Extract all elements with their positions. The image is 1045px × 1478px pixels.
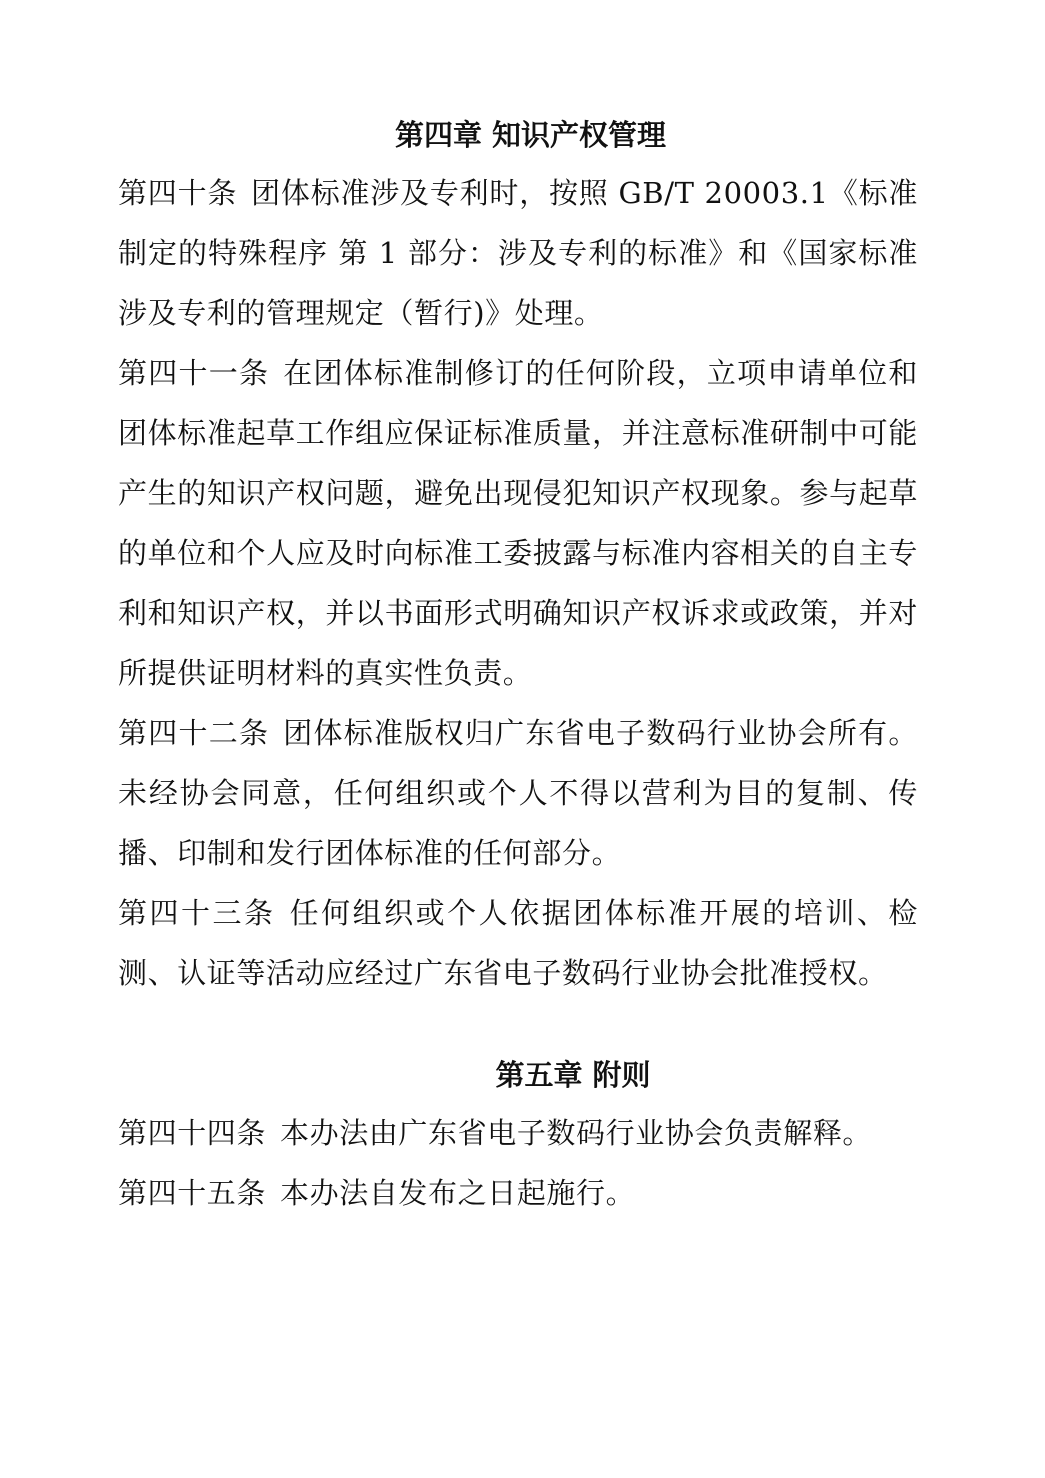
article-44 [118,1103,918,1163]
article-text: 任何组织或个人依据团体标准开展的培训、检测、认证等活动应经过广东省电子数码行业协会批准授权。 [118,896,918,990]
document-body [118,108,918,1223]
chapter-4-title: 第四章 知识产权管理 [394,118,667,152]
article-number: 第四十二条 [118,716,270,750]
article-number: 第四十一条 [118,356,270,390]
article-text: 团体标准版权归广东省电子数码行业协会所有。未经协会同意，任何组织或个人不得以营利为目的复制、传播、印制和发行团体标准的任何部分。 [118,716,918,870]
article-42 [118,703,918,883]
article-number: 第四十条 [118,176,238,210]
article-text: 本办法自发布之日起施行。 [280,1176,636,1210]
article-43 [118,883,918,1003]
article-40 [118,163,918,343]
article-text: 团体标准涉及专利时，按照 GB/T 20003.1《标准制定的特殊程序 第 1 部分：涉及专利的标准》和《国家标准涉及专利的管理规定（暂行)》处理。 [118,176,919,330]
article-number: 第四十四条 [118,1116,267,1150]
article-number: 第四十五条 [118,1176,267,1210]
article-text: 本办法由广东省电子数码行业协会负责解释。 [280,1116,873,1150]
article-41 [118,343,918,703]
article-text: 在团体标准制修订的任何阶段，立项申请单位和团体标准起草工作组应保证标准质量，并注意标准研制中可能产生的知识产权问题，避免出现侵犯知识产权现象。参与起草的单位和个人应及时向标准工委披露与标准内容相关的自主专利和知识产权，并以书面形式明确知识产权诉求或政策，并对所提供证明材料的真实性负责。 [118,356,918,690]
article-number: 第四十三条 [118,896,276,930]
chapter-5-title: 第五章 附则 [495,1058,651,1092]
article-45 [118,1163,918,1223]
